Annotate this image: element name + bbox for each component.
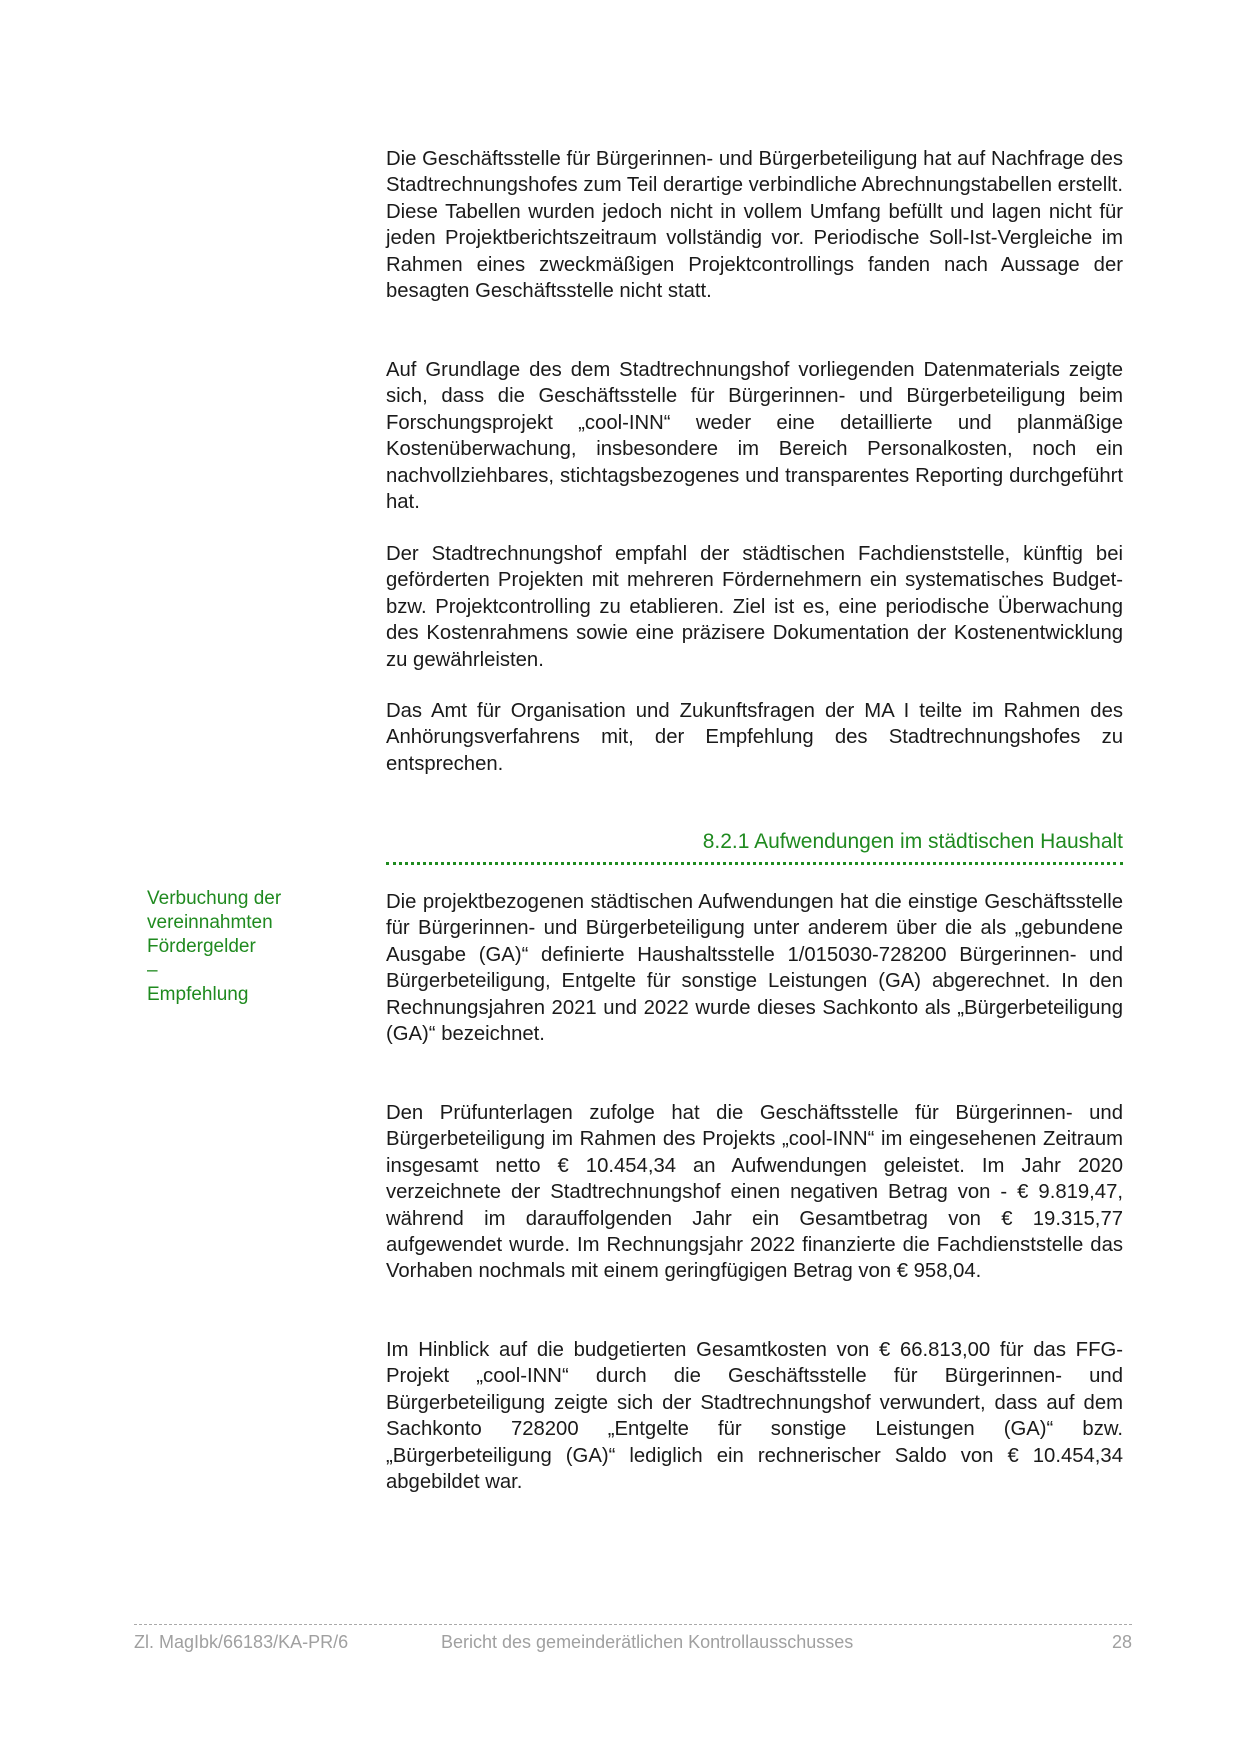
margin-note-line: Fördergelder xyxy=(147,936,256,957)
footer-title: Bericht des gemeinderätlichen Kontrollausschusses xyxy=(441,1632,854,1652)
paragraph: Der Stadtrechnungshof empfahl der städtischen Fachdienststelle, künftig bei geförderten Projekten mit mehreren Fördernehmern ein systematisches Budget- bzw. Projektcontrolling zu etablieren. Ziel ist es, eine periodische Überwachung des Kostenrahmens sowie eine präzisere Dokumentation der Kostenentwicklung zu gewährleisten. xyxy=(386,543,1123,671)
paragraph: Das Amt für Organisation und Zukunftsfragen der MA I teilte im Rahmen des Anhörungsverfahrens mit, der Empfehlung des Stadtrechnungshofes zu entsprechen. xyxy=(386,700,1123,775)
page-number: 28 xyxy=(1111,1632,1132,1652)
heading-divider xyxy=(386,862,1123,865)
margin-note-line: – xyxy=(147,960,158,981)
paragraph: Die Geschäftsstelle für Bürgerinnen- und Bürgerbeteiligung hat auf Nachfrage des Stadtrechnungshofes zum Teil derartige verbindliche Abrechnungstabellen erstellt. Diese Tabellen wurden jedoch nicht in vollem Umfang befüllt und lagen nicht für jeden Projektberichtszeitraum vollständig vor. Periodische Soll-Ist-Vergleiche im Rahmen eines zweckmäßigen Projektcontrollings fanden nach Aussage der besagten Geschäftsstelle nicht statt. xyxy=(386,148,1123,303)
paragraph: Auf Grundlage des dem Stadtrechnungshof vorliegenden Datenmaterials zeigte sich, dass die Geschäftsstelle für Bürgerinnen- und Bürgerbeteiligung beim Forschungsprojekt „cool-INN“ weder eine detaillierte und planmäßige Kostenüberwachung, insbesondere im Bereich Personalkosten, noch ein nachvollziehbares, stichtagsbezogenes und transparentes Reporting durchgeführt hat. xyxy=(386,359,1123,514)
paragraph: Die projektbezogenen städtischen Aufwendungen hat die einstige Geschäftsstelle für Bürgerinnen- und Bürgerbeteiligung unter anderem über die als „gebundene Ausgabe (GA)“ definierte Haushaltsstelle 1/015030-728200 Bürgerinnen- und Bürgerbeteiligung, Entgelte für sonstige Leistungen (GA) abgerechnet. In den Rechnungsjahren 2021 und 2022 wurde dieses Sachkonto als „Bürgerbeteiligung (GA)“ bezeichnet. xyxy=(386,891,1123,1046)
section-heading: 8.2.1 Aufwendungen im städtischen Haushalt xyxy=(702,830,1123,853)
margin-note-line: Empfehlung xyxy=(147,984,249,1005)
paragraph: Den Prüfunterlagen zufolge hat die Geschäftsstelle für Bürgerinnen- und Bürgerbeteiligung im Rahmen des Projekts „cool-INN“ im eingesehenen Zeitraum insgesamt netto € 10.454,34 an Aufwendungen geleistet. Im Jahr 2020 verzeichnete der Stadtrechnungshof einen negativen Betrag von - € 9.819,47, während im darauffolgenden Jahr ein Gesamtbetrag von € 19.315,77 aufgewendet wurde. Im Rechnungsjahr 2022 finanzierte die Fachdienststelle das Vorhaben nochmals mit einem geringfügigen Betrag von € 958,04. xyxy=(386,1102,1123,1283)
paragraph: Im Hinblick auf die budgetierten Gesamtkosten von € 66.813,00 für das FFG-Projekt „cool-INN“ durch die Geschäftsstelle für Bürgerinnen- und Bürgerbeteiligung zeigte sich der Stadtrechnungshof verwundert, dass auf dem Sachkonto 728200 „Entgelte für sonstige Leistungen (GA)“ bzw. „Bürgerbeteiligung (GA)“ lediglich ein rechnerischer Saldo von € 10.454,34 abgebildet war. xyxy=(386,1339,1123,1494)
margin-note xyxy=(147,887,347,1007)
footer-divider xyxy=(134,1624,1132,1625)
margin-note-line: vereinnahmten xyxy=(147,912,273,933)
margin-note-line: Verbuchung der xyxy=(147,888,282,909)
footer-reference: Zl. MagIbk/66183/KA-PR/6 xyxy=(134,1632,349,1652)
